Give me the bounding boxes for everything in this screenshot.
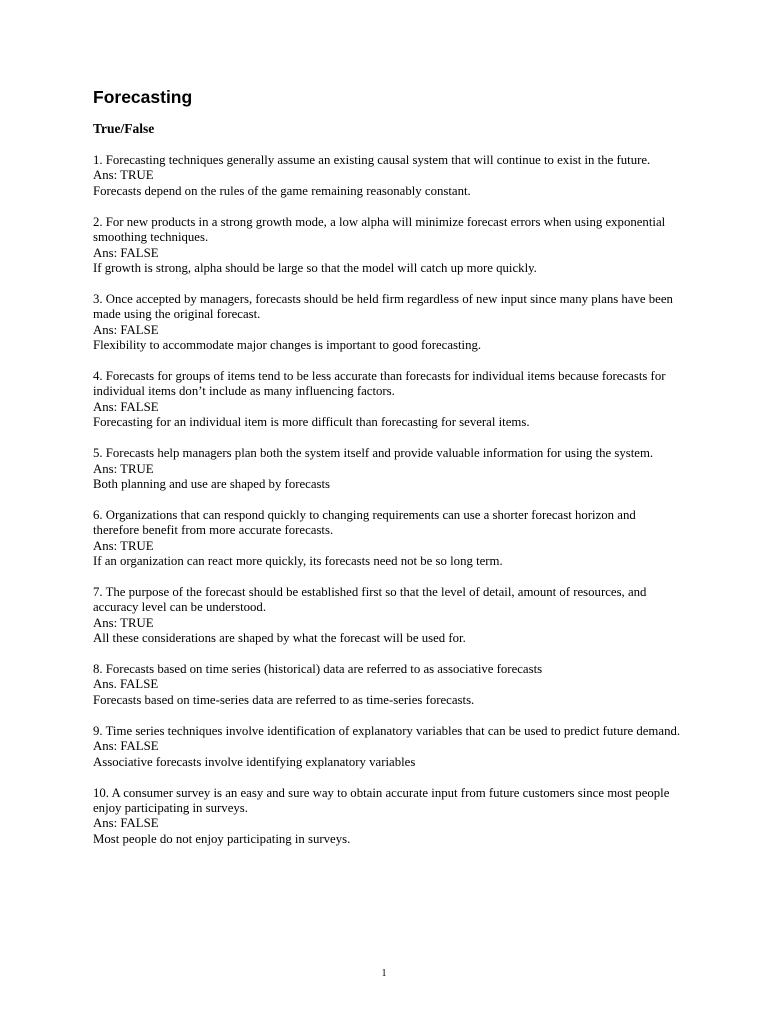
question-answer: Ans: TRUE	[93, 168, 154, 183]
question-item	[93, 153, 683, 199]
question-answer: Ans: FALSE	[93, 399, 159, 414]
question-explanation: Forecasts based on time-series data are referred to as time-series forecasts.	[93, 692, 475, 707]
page-number: 1	[381, 968, 387, 979]
section-heading: True/False	[93, 121, 155, 136]
question-text: 8. Forecasts based on time series (historical) data are referred to as associative forecasts	[93, 662, 543, 677]
question-text: 3. Once accepted by managers, forecasts should be held firm regardless of new input since many plans have been made using the original forecast.	[93, 291, 673, 322]
question-list	[93, 153, 683, 863]
question-item	[93, 662, 683, 708]
question-answer: Ans: FALSE	[93, 816, 159, 831]
question-text: 6. Organizations that can respond quickly to changing requirements can use a shorter forecast horizon and therefore benefit from more accurate forecasts.	[93, 507, 636, 538]
question-answer: Ans: FALSE	[93, 739, 159, 754]
question-explanation: Forecasting for an individual item is more difficult than forecasting for several items.	[93, 415, 530, 430]
question-explanation: Most people do not enjoy participating in surveys.	[93, 831, 351, 846]
question-item	[93, 786, 683, 848]
question-item	[93, 585, 683, 647]
question-item	[93, 508, 683, 570]
question-answer: Ans: FALSE	[93, 322, 159, 337]
question-text: 2. For new products in a strong growth mode, a low alpha will minimize forecast errors when using exponential smoothing techniques.	[93, 214, 666, 245]
question-answer: Ans: TRUE	[93, 461, 154, 476]
question-item	[93, 215, 683, 277]
question-explanation: Forecasts depend on the rules of the game remaining reasonably constant.	[93, 183, 471, 198]
question-answer: Ans: FALSE	[93, 245, 159, 260]
page-title: Forecasting	[93, 87, 193, 107]
question-answer: Ans. FALSE	[93, 677, 159, 692]
question-item	[93, 292, 683, 354]
question-explanation: If growth is strong, alpha should be large so that the model will catch up more quickly.	[93, 260, 537, 275]
question-text: 9. Time series techniques involve identification of explanatory variables that can be used to predict future demand.	[93, 723, 681, 738]
question-explanation: Flexibility to accommodate major changes is important to good forecasting.	[93, 338, 482, 353]
question-explanation: If an organization can react more quickly, its forecasts need not be so long term.	[93, 554, 503, 569]
question-explanation: Associative forecasts involve identifying explanatory variables	[93, 754, 416, 769]
question-text: 4. Forecasts for groups of items tend to be less accurate than forecasts for individual items because forecasts for individual items don’t include as many influencing factors.	[93, 368, 666, 399]
question-answer: Ans: TRUE	[93, 538, 154, 553]
question-text: 7. The purpose of the forecast should be established first so that the level of detail, amount of resources, and accuracy level can be understood.	[93, 584, 647, 615]
question-item	[93, 369, 683, 431]
question-text: 1. Forecasting techniques generally assume an existing causal system that will continue to exist in the future.	[93, 153, 651, 167]
question-explanation: All these considerations are shaped by what the forecast will be used for.	[93, 631, 466, 646]
question-item	[93, 446, 683, 492]
question-answer: Ans: TRUE	[93, 615, 154, 630]
question-item	[93, 724, 683, 770]
question-text: 10. A consumer survey is an easy and sure way to obtain accurate input from future customers since most people enjoy participating in surveys.	[93, 785, 670, 815]
question-explanation: Both planning and use are shaped by forecasts	[93, 476, 331, 491]
question-text: 5. Forecasts help managers plan both the system itself and provide valuable information for using the system.	[93, 446, 654, 461]
